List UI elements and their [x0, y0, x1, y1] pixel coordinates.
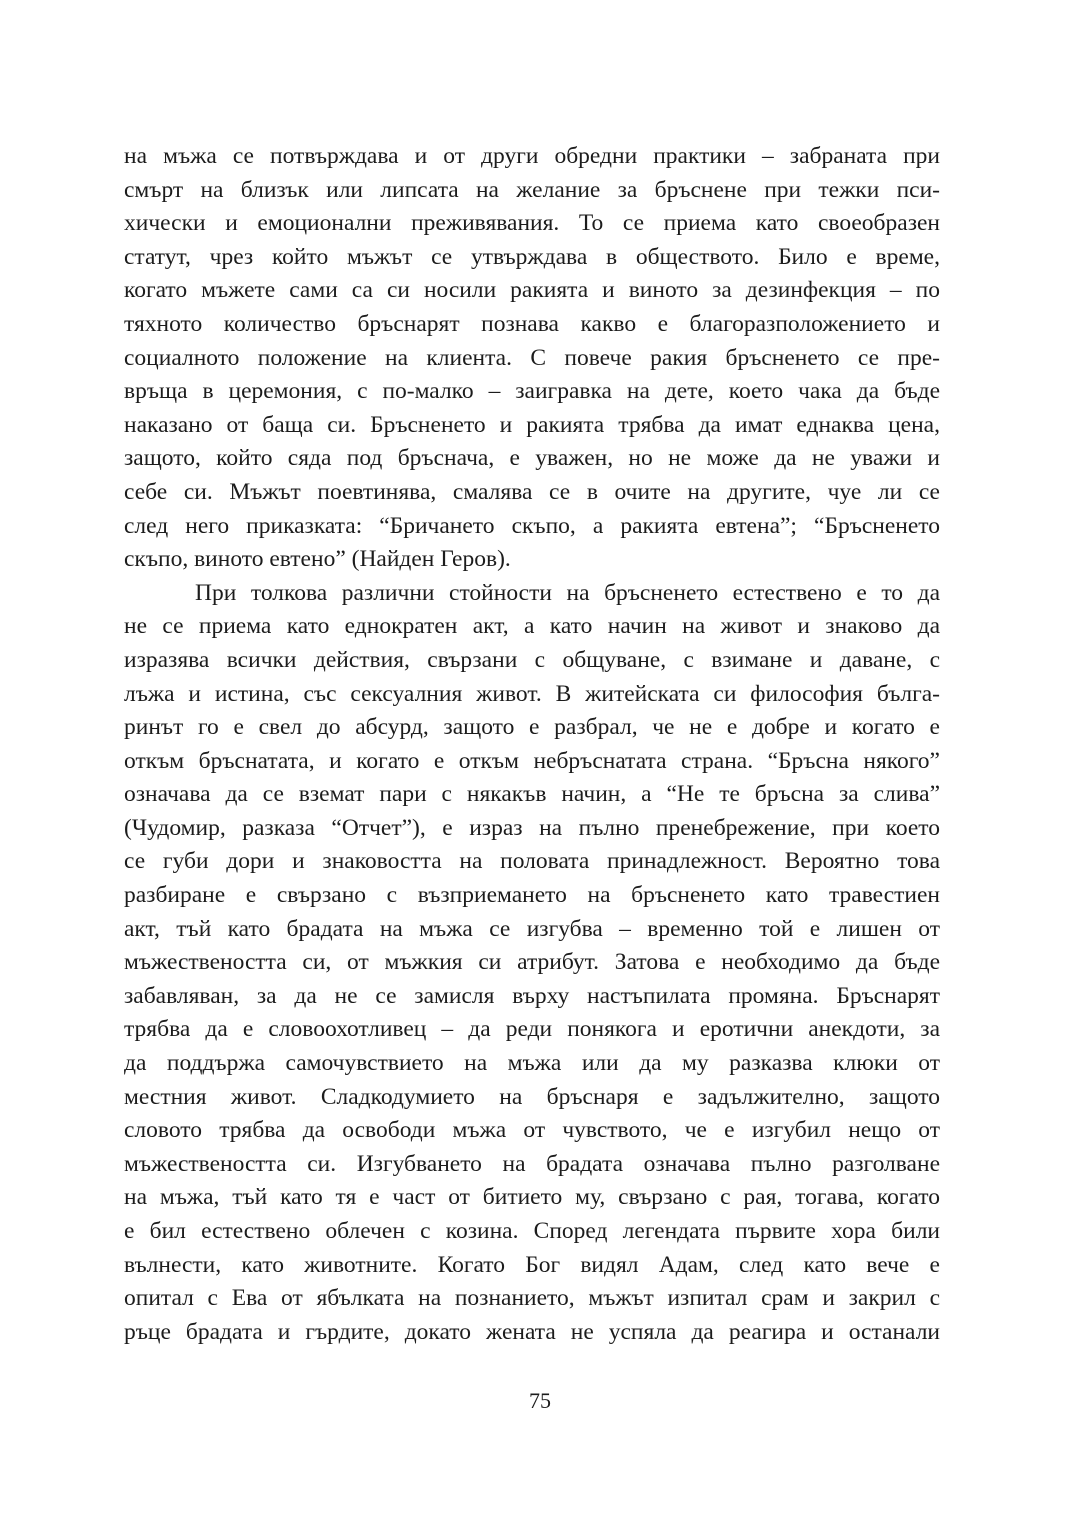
- text-line: забавляван, за да не се замисля върху настъпилата промяна. Бръснарят: [124, 982, 940, 1009]
- body-text: [124, 140, 940, 1349]
- text-line: социалното положение на клиента. С повече ракия бръсненето се пре-: [124, 344, 940, 371]
- text-line: местния живот. Сладкодумието на бръснаря е задължително, защото: [124, 1083, 940, 1110]
- text-line: не се приема като еднократен акт, а като начин на живот и знаково да: [124, 613, 940, 640]
- page-number: 75: [529, 1388, 551, 1413]
- text-line: на мъжа, тъй като тя е част от битието му, свързано с рая, тогава, когато: [124, 1184, 940, 1211]
- paragraph-end-line: скъпо, виното евтено” (Найден Геров).: [124, 546, 511, 573]
- text-line: трябва да е словоохотливец – да реди понякога и еротични анекдоти, за: [124, 1016, 940, 1043]
- text-line: себе си. Мъжът поевтинява, смалява се в очите на другите, чуе ли се: [124, 478, 940, 505]
- text-line: вълнести, като животните. Когато Бог видял Адам, след като вече е: [124, 1251, 940, 1278]
- text-line: словото трябва да освободи мъжа от чувството, че е изгубил нещо от: [124, 1117, 940, 1144]
- text-line: акт, тъй като брадата на мъжа се изгубва – временно той е лишен от: [124, 915, 940, 942]
- text-line: е бил естествено облечен с козина. Според легендата първите хора били: [124, 1218, 940, 1244]
- text-line: мъжествеността си, от мъжкия си атрибут. Затова е необходимо да бъде: [124, 949, 940, 976]
- text-line: на мъжа се потвърждава и от други обредни практики – забраната при: [124, 143, 940, 169]
- text-line: (Чудомир, разказа “Отчет”), е израз на пълно пренебрежение, при което: [124, 814, 940, 841]
- text-line: ръце брадата и гърдите, докато жената не успяла да реагира и останали: [124, 1318, 940, 1345]
- text-line: лъжа и истина, със сексуалния живот. В житейската си философия бълга-: [124, 680, 940, 707]
- paragraph-first-line: При толкова различни стойности на бръсненето естествено е то да: [195, 579, 940, 606]
- text-line: се губи дори и знаковостта на половата принадлежност. Вероятно това: [124, 848, 940, 875]
- text-line: тяхното количество бръснарят познава какво е благоразположението и: [124, 310, 940, 337]
- text-line: изразява всички действия, свързани с общуване, с взимане и даване, с: [124, 646, 940, 673]
- text-line: разбиране е свързано с възприемането на бръсненето като травестиен: [124, 882, 940, 909]
- text-line: смърт на близък или липсата на желание за бръснене при тежки пси-: [124, 176, 940, 203]
- text-line: да поддържа самочувствието на мъжа или да му разказва клюки от: [124, 1050, 940, 1077]
- text-line: наказано от баща си. Бръсненето и ракията трябва да имат еднаква цена,: [124, 411, 940, 438]
- text-line: връща в церемония, с по-малко – заигравка на дете, което чака да бъде: [124, 378, 940, 405]
- text-line: защото, който сяда под бръснача, е уважен, но не може да не уважи и: [124, 445, 940, 472]
- text-line: опитал с Ева от ябълката на познанието, мъжът изпитал срам и закрил с: [124, 1285, 940, 1312]
- text-line: статут, чрез който мъжът се утвърждава в обществото. Било е време,: [124, 243, 940, 270]
- text-line: ринът го е свел до абсурд, защото е разбрал, че не е добре и когато е: [124, 714, 940, 741]
- text-line: означава да се вземат пари с някакъв начин, а “Не те бръсна за слива”: [124, 781, 940, 808]
- text-line: мъжествеността си. Изгубването на брадата означава пълно разголване: [124, 1150, 940, 1177]
- text-line: след него приказката: “Бричането скъпо, а ракията евтена”; “Бръсненето: [124, 512, 940, 539]
- text-line: когато мъжете сами са си носили ракията и виното за дезинфекция – по: [124, 277, 940, 304]
- text-line: откъм бръснатата, и когато е откъм небръснатата страна. “Бръсна някого”: [124, 747, 940, 774]
- text-line: хически и емоционални преживявания. То се приема като своеобразен: [124, 210, 940, 237]
